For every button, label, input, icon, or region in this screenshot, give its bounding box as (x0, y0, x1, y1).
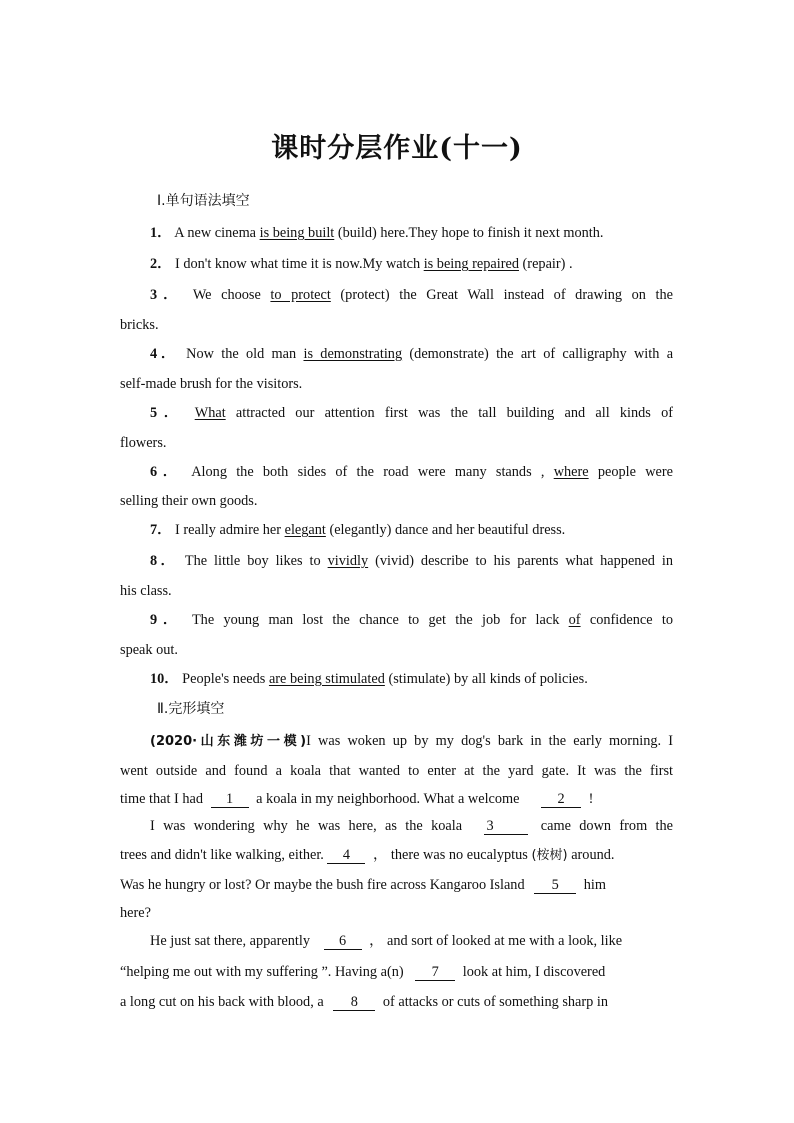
question-text: (protect) the Great Wall instead of drawing on the (340, 287, 673, 303)
answer-text: elegant (284, 522, 326, 538)
blank-8[interactable]: 8 (333, 995, 375, 1011)
question-2 (150, 255, 673, 273)
passage-text: “helping me out with my suffering ”. Having a(n) (120, 964, 404, 980)
question-text: Along the both sides of the road were many stands , (191, 464, 545, 480)
question-text: (repair) . (522, 256, 573, 272)
cloze-line-4 (150, 817, 673, 835)
cloze-line-8 (150, 932, 673, 950)
blank-3[interactable]: 3 (484, 819, 528, 835)
question-number: 3． (150, 287, 184, 303)
question-text: (stimulate) by all kinds of policies. (388, 671, 588, 687)
question-number: 2． (150, 256, 172, 272)
question-number: 7． (150, 522, 172, 538)
question-5 (150, 404, 673, 422)
answer-text: is being repaired (423, 256, 519, 272)
answer-text: vividly (327, 553, 369, 569)
question-text: (vivid) describe to his parents what happened in (375, 553, 673, 569)
passage-text: I was woken up by my dog's bark in the early morning. I (306, 733, 673, 749)
section-heading-grammar: Ⅰ.单句语法填空 (157, 193, 250, 209)
question-10 (150, 670, 673, 688)
passage-text: him (583, 877, 607, 893)
question-text: confidence to (589, 612, 673, 628)
answer-text: of (568, 612, 581, 628)
passage-text: came down from the (540, 818, 673, 834)
passage-source: (2020·山东潍坊一模) (150, 734, 307, 749)
question-6-continued: selling their own goods. (120, 493, 258, 509)
question-text: (build) here.They hope to finish it next month. (337, 225, 604, 241)
passage-text: Was he hungry or lost? Or maybe the bush fire across Kangaroo Island (120, 877, 525, 893)
question-text: The young man lost the chance to get the job for lack (191, 612, 560, 628)
blank-1[interactable]: 1 (211, 792, 249, 808)
passage-text: (桉树) (531, 848, 568, 863)
answer-text: is demonstrating (303, 346, 403, 362)
question-number: 6． (150, 464, 183, 480)
answer-text: is being built (259, 225, 335, 241)
question-number: 1． (150, 225, 172, 241)
page-title: 课时分层作业(十一) (271, 133, 523, 164)
blank-6[interactable]: 6 (324, 934, 362, 950)
cloze-line-10 (120, 993, 673, 1011)
question-7 (150, 521, 673, 539)
blank-4[interactable]: 4 (327, 848, 365, 864)
passage-text: a koala in my neighborhood. What a welcome (256, 791, 520, 807)
question-text: People's needs (182, 671, 266, 687)
question-text: A new cinema (174, 225, 257, 241)
cloze-line-1 (150, 732, 673, 751)
question-text: The little boy likes to (184, 553, 321, 569)
question-6 (150, 463, 673, 481)
cloze-line-5 (120, 846, 673, 865)
question-3-continued: bricks. (120, 317, 159, 333)
blank-7[interactable]: 7 (415, 965, 455, 981)
passage-text: around. (571, 847, 615, 863)
question-text: I really admire her (175, 522, 282, 538)
question-8 (150, 552, 673, 570)
question-text: I don't know what time it is now.My watch (175, 256, 421, 272)
question-number: 5． (150, 405, 185, 421)
passage-text: ， and sort of looked at me with a look, like (369, 933, 623, 949)
question-1 (150, 224, 673, 242)
passage-text: trees and didn't like walking, either. (120, 847, 324, 863)
answer-text: are being stimulated (268, 671, 385, 687)
cloze-line-2: went outside and found a koala that wanted to enter at the yard gate. It was the first (120, 763, 673, 779)
question-text: (demonstrate) the art of calligraphy with a (409, 346, 674, 362)
cloze-line-3 (120, 790, 673, 808)
question-number: 9． (150, 612, 183, 628)
cloze-line-7: here? (120, 905, 151, 921)
passage-text: time that I had (120, 791, 203, 807)
passage-text: ， there was no eucalyptus (373, 847, 528, 863)
passage-text: He just sat there, apparently (150, 933, 310, 949)
question-9-continued: speak out. (120, 642, 178, 658)
passage-text: I was wondering why he was here, as the koala (150, 818, 463, 834)
answer-text: What (194, 405, 226, 421)
question-number: 10． (150, 671, 179, 687)
question-text: people were (597, 464, 674, 480)
question-text: (elegantly) dance and her beautiful dress. (329, 522, 566, 538)
question-text: We choose (192, 287, 261, 303)
question-text: attracted our attention first was the tall building and all kinds of (235, 405, 673, 421)
question-4-continued: self-made brush for the visitors. (120, 376, 303, 392)
answer-text: where (553, 464, 589, 480)
answer-text: to protect (270, 287, 331, 303)
passage-text: a long cut on his back with blood, a (120, 994, 324, 1010)
passage-text: of attacks or cuts of something sharp in (382, 994, 608, 1010)
section-heading-cloze: Ⅱ.完形填空 (157, 701, 225, 717)
passage-text: look at him, I discovered (462, 964, 606, 980)
cloze-line-9 (120, 963, 673, 981)
question-3 (150, 286, 673, 304)
question-9 (150, 611, 673, 629)
blank-5[interactable]: 5 (534, 878, 576, 894)
question-text: Now the old man (186, 346, 297, 362)
blank-2[interactable]: 2 (541, 792, 581, 808)
question-number: 8． (150, 553, 179, 569)
cloze-line-6 (120, 876, 673, 894)
question-number: 4． (150, 346, 179, 362)
question-4 (150, 345, 673, 363)
question-8-continued: his class. (120, 583, 172, 599)
passage-text: ! (588, 791, 594, 807)
question-5-continued: flowers. (120, 435, 167, 451)
